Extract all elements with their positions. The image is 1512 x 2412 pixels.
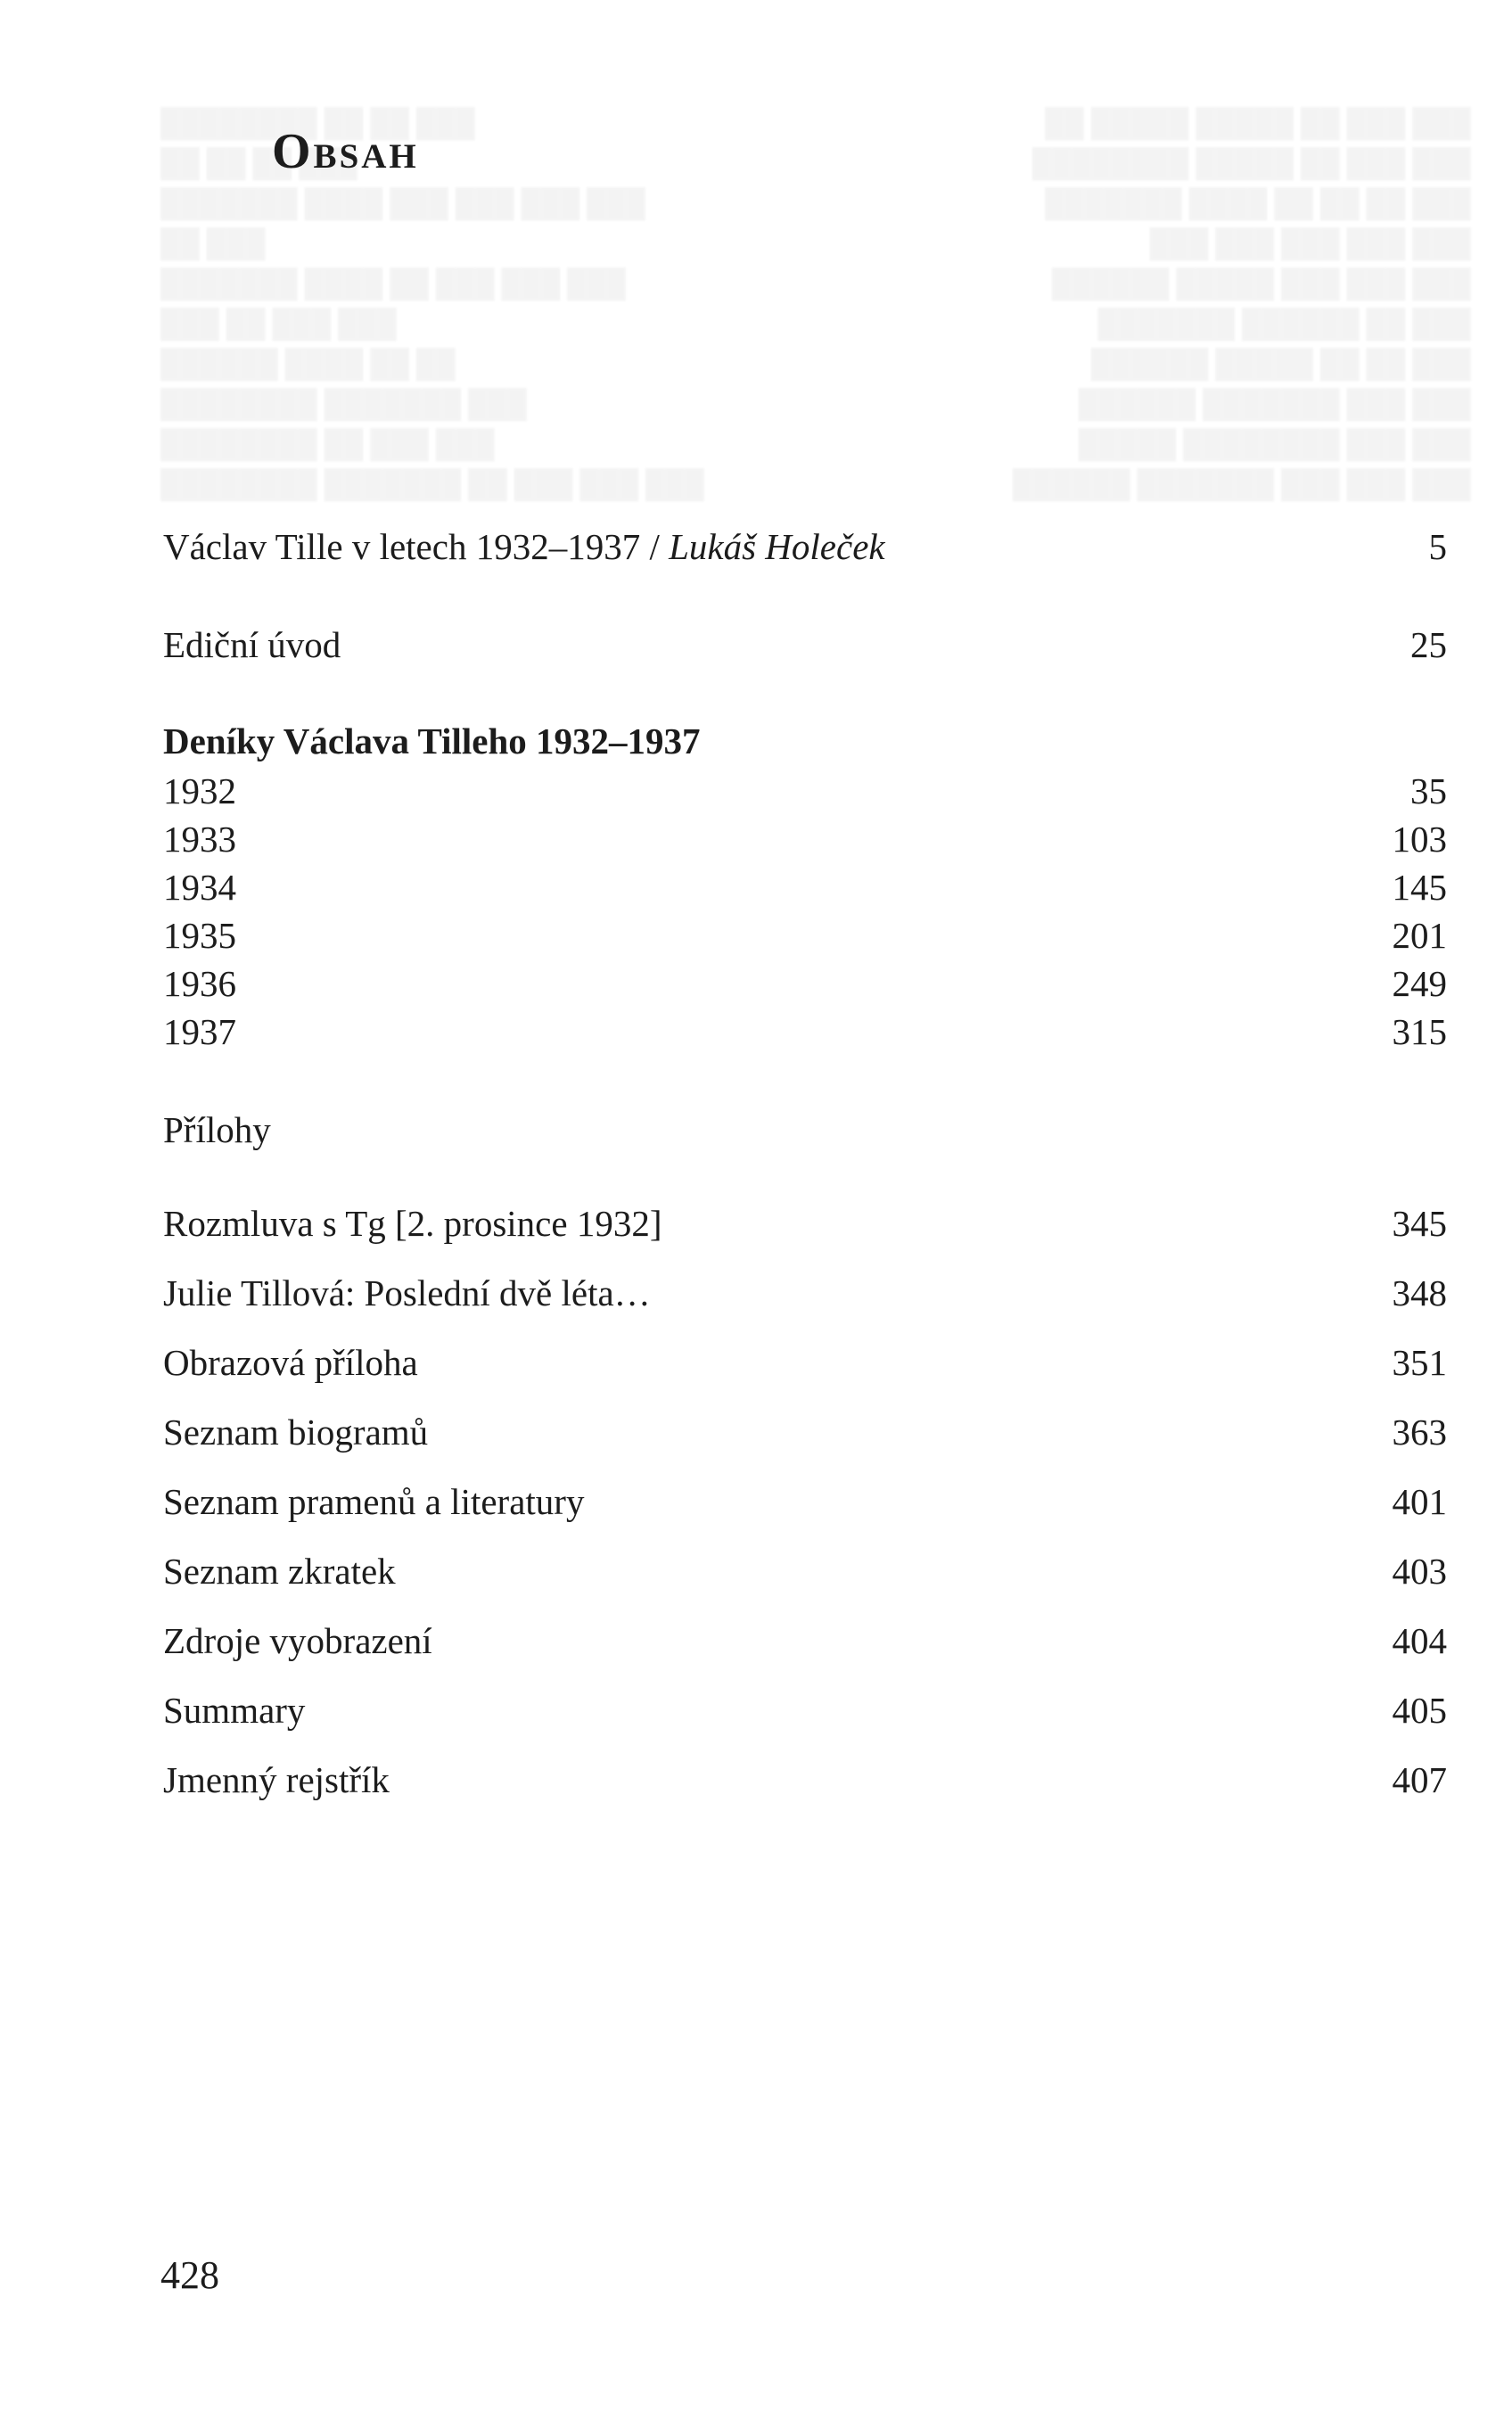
toc-entry-page: 103	[1392, 819, 1447, 860]
toc-entry-appendix[interactable]	[163, 1544, 1447, 1598]
toc-entry-page: 145	[1392, 867, 1447, 908]
show-through-left	[160, 103, 802, 504]
toc-entry-page: 5	[1428, 526, 1447, 567]
toc-entry-year-1934[interactable]	[163, 860, 1447, 914]
toc-entry-year-1933[interactable]	[163, 812, 1447, 866]
toc-entry-title: Zdroje vyobrazení	[163, 1620, 432, 1661]
toc-entry-title: Julie Tillová: Poslední dvě léta…	[163, 1272, 651, 1313]
toc-entry-title: 1936	[163, 963, 236, 1004]
toc-entry-label	[163, 520, 885, 573]
toc-entry-page: 201	[1392, 915, 1447, 956]
toc-entry-page: 249	[1392, 963, 1447, 1004]
toc-entry-title: Summary	[163, 1690, 306, 1731]
toc-entry-title: Jmenný rejstřík	[163, 1759, 390, 1800]
toc-entry-year-1936[interactable]	[163, 957, 1447, 1010]
toc-entry-page: 363	[1392, 1412, 1447, 1453]
toc-entry-title: Seznam pramenů a literatury	[163, 1481, 585, 1522]
toc-entry-title: 1934	[163, 867, 236, 908]
toc-entry-page: 407	[1392, 1759, 1447, 1800]
toc-entry-page: 401	[1392, 1481, 1447, 1522]
toc-entry-page: 25	[1410, 624, 1447, 665]
toc-entry-year-1932[interactable]	[163, 764, 1447, 818]
toc-entry-appendix[interactable]	[163, 1683, 1447, 1737]
toc-entry-appendix[interactable]	[163, 1266, 1447, 1320]
toc-entry-title: Seznam biogramů	[163, 1412, 429, 1453]
page-title: Obsah	[272, 124, 419, 179]
toc-entry-title: Ediční úvod	[163, 624, 341, 665]
toc-entry-title: Obrazová příloha	[163, 1342, 418, 1383]
section-heading-appendices: Přílohy	[163, 1109, 271, 1150]
toc-entry-appendix[interactable]	[163, 1475, 1447, 1528]
toc-entry-page: 315	[1392, 1011, 1447, 1052]
toc-entry-page: 348	[1392, 1272, 1447, 1313]
toc-entry-editorial-intro[interactable]	[163, 618, 1447, 671]
page-number: 428	[160, 2253, 219, 2297]
toc-entry-title: 1935	[163, 915, 236, 956]
toc-entry-title: Rozmluva s Tg [2. prosince 1932]	[163, 1203, 662, 1244]
toc-entry-page: 351	[1392, 1342, 1447, 1383]
toc-entry-appendix[interactable]	[163, 1336, 1447, 1389]
toc-entry-title: Václav Tille v letech 1932–1937 /	[163, 526, 670, 567]
toc-entry-year-1937[interactable]	[163, 1005, 1447, 1058]
toc-entry-appendix[interactable]	[163, 1753, 1447, 1807]
toc-entry-page: 345	[1392, 1203, 1447, 1244]
toc-entry-year-1935[interactable]	[163, 909, 1447, 962]
toc-entry-author: Lukáš Holeček	[669, 526, 885, 567]
section-heading-diaries: Deníky Václava Tilleho 1932–1937	[163, 720, 701, 761]
toc-entry-page: 403	[1392, 1551, 1447, 1592]
toc-entry-intro-essay[interactable]	[163, 520, 1447, 573]
toc-entry-title: Seznam zkratek	[163, 1551, 396, 1592]
toc-entry-appendix[interactable]	[163, 1405, 1447, 1459]
toc-entry-title: 1937	[163, 1011, 236, 1052]
toc-entry-title: 1933	[163, 819, 236, 860]
toc-entry-title: 1932	[163, 770, 236, 811]
toc-entry-appendix[interactable]	[163, 1614, 1447, 1667]
toc-entry-page: 404	[1392, 1620, 1447, 1661]
toc-entry-page: 405	[1392, 1690, 1447, 1731]
toc-entry-appendix[interactable]	[163, 1197, 1447, 1250]
toc-entry-page: 35	[1410, 770, 1447, 811]
show-through-right	[829, 103, 1471, 504]
